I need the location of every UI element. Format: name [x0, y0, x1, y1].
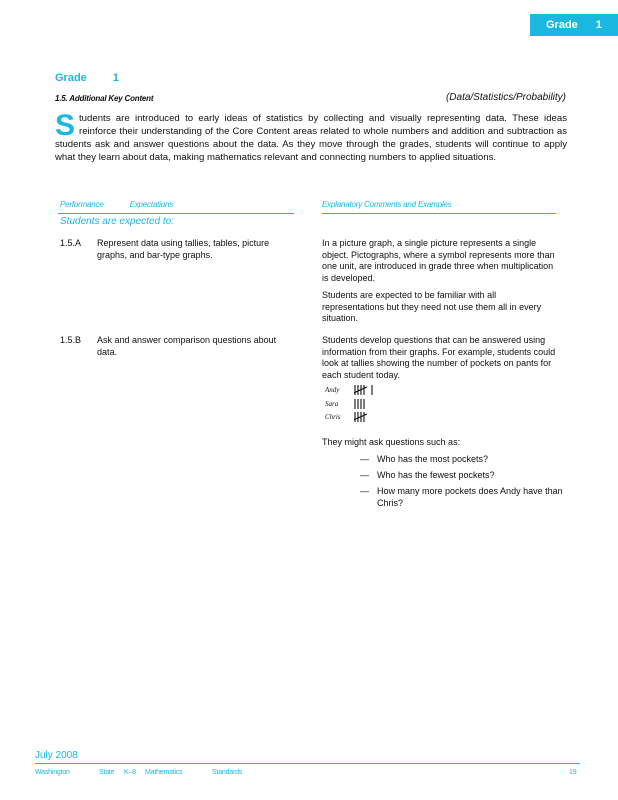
question-dash: —	[360, 454, 369, 464]
drop-cap: S	[55, 109, 76, 142]
intro-paragraph	[55, 109, 567, 164]
grade-tab-number: 1	[595, 19, 602, 31]
question-dash: —	[360, 486, 369, 496]
footer-mathematics: Mathematics	[145, 769, 183, 776]
grade-number: 1	[112, 72, 119, 84]
grade-tab-word: Grade	[546, 19, 578, 31]
footer-standards: Standards	[212, 769, 243, 776]
question-dash: —	[360, 470, 369, 480]
tally-name-sara: Sara	[325, 400, 339, 408]
column-divider-left	[58, 213, 294, 214]
question-item: How many more pockets does Andy have than Chris?	[377, 486, 563, 508]
footer-washington: Washington	[35, 769, 70, 776]
strand-label: (Data/Statistics/Probability)	[445, 92, 566, 103]
students-expected-label: Students are expected to:	[60, 216, 174, 227]
tally-name-chris: Chris	[325, 413, 341, 421]
item-text: Ask and answer comparison questions about data.	[97, 335, 277, 357]
tally-marks-andy	[354, 384, 394, 396]
tally-marks-sara	[354, 398, 394, 410]
explanatory-header: Explanatory Comments and Examples	[322, 200, 452, 209]
grade-tab	[530, 14, 618, 36]
intro-text: tudents are introduced to early ideas of statistics by collecting and visually representing data. These ideas reinforce their understanding of the Core Content areas related to whole numbers and addition and subtraction as students ask and answer questions about the data. As they move through the grades, students will continue to apply what they learn about data, making mathematics relevant and connecting numbers to applied situations.	[55, 113, 567, 163]
comment-paragraph: Students develop questions that can be answered using information from their graphs. For example, students could look at tallies showing the number of pockets on pants for each student today.	[322, 335, 556, 380]
item-number: 1.5.A	[60, 238, 82, 248]
comment-paragraph: Students are expected to be familiar with all representations but they need not use them all in every situation.	[322, 290, 542, 323]
expectations-label: Expectations	[129, 200, 174, 209]
grade-word: Grade	[55, 72, 87, 84]
footer-date: July 2008	[35, 750, 78, 761]
item-number: 1.5.B	[60, 335, 82, 345]
key-content-title: 1.5. Additional Key Content	[55, 94, 154, 103]
performance-label: Performance	[60, 200, 104, 209]
question-item: Who has the most pockets?	[377, 454, 489, 464]
column-divider-right	[322, 213, 556, 214]
question-item: Who has the fewest pockets?	[377, 470, 495, 480]
page-grade-heading	[55, 72, 119, 84]
footer-rule	[35, 763, 580, 764]
page-number: 19	[569, 769, 577, 776]
performance-expectations-header	[60, 200, 173, 209]
questions-intro: They might ask questions such as:	[322, 437, 461, 447]
comment-paragraph: In a picture graph, a single picture represents a single object. Pictographs, where a symbol represents more than one unit, are introduced in grade three when multiplication is developed.	[322, 238, 555, 283]
footer-state: State	[99, 769, 115, 776]
item-text: Represent data using tallies, tables, picture graphs, and bar-type graphs.	[97, 238, 270, 260]
footer-grades: K–8	[124, 769, 136, 776]
tally-name-andy: Andy	[325, 386, 340, 394]
tally-marks-chris	[354, 411, 394, 423]
